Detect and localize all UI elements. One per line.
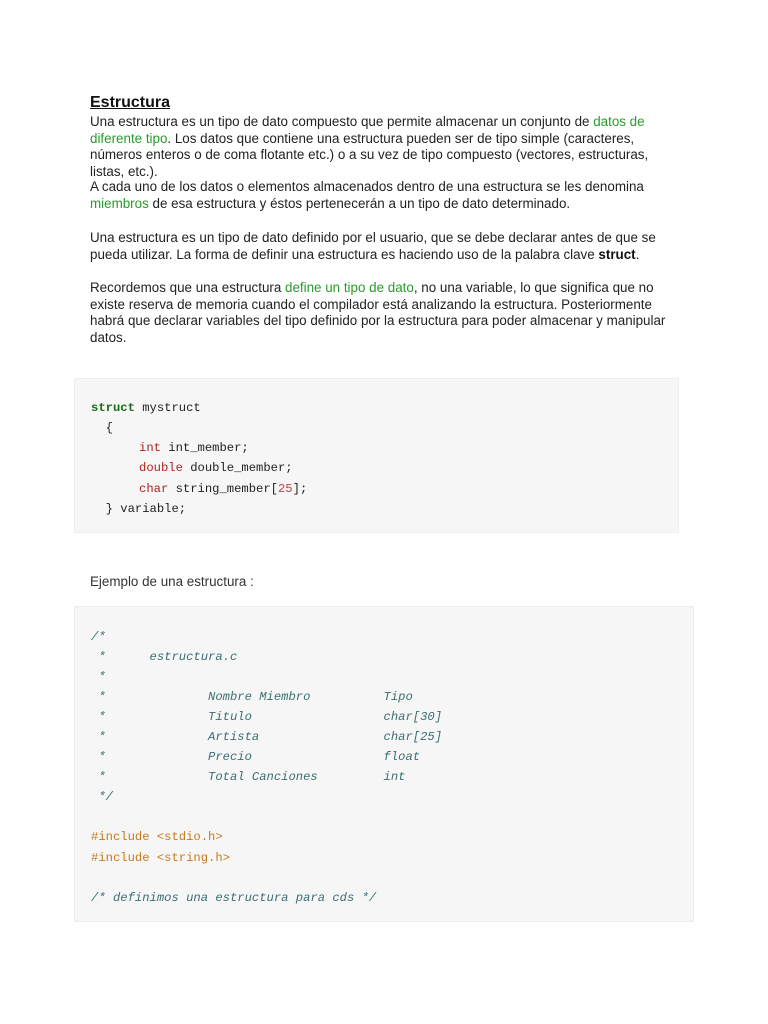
code-comment: * Total Canciones int (91, 770, 406, 784)
paragraph-text: de esa estructura y éstos pertenecerán a un tipo de dato determinado. (148, 195, 571, 211)
link-define-tipo-dato[interactable]: define un tipo de dato (285, 280, 414, 295)
code-type: int (139, 441, 161, 455)
code-line: } variable; (91, 502, 187, 516)
paragraph-text: Recordemos que una estructura (90, 280, 286, 295)
code-comment: * Nombre Miembro Tipo (91, 690, 413, 704)
paragraph-memory (90, 280, 680, 347)
paragraph-text: . Los datos que contiene una estructura pueden ser de tipo simple (caracteres, números enteros o de coma flotante etc.) o a su vez de tipo compuesto (vectores, estructuras, listas, etc.). (90, 130, 649, 180)
code-line (139, 438, 249, 458)
code-comment: * (91, 670, 106, 684)
link-datos-diferente-tipo[interactable]: datos de diferente tipo (90, 114, 645, 146)
code-type: double (139, 461, 183, 475)
paragraph-text: . (635, 246, 640, 262)
code-comment: * estructura.c (91, 650, 238, 664)
code-text: ]; (292, 482, 308, 496)
code-line (139, 458, 293, 478)
code-comment: /* definimos una estructura para cds */ (91, 891, 377, 905)
keyword-struct: struct (598, 246, 636, 262)
paragraph-text: Una estructura es un tipo de dato compuesto que permite almacenar un conjunto de (90, 114, 594, 129)
code-comment: */ (91, 790, 113, 804)
paragraph-text: A cada uno de los datos o elementos almacenados dentro de una estructura se les denomina (90, 179, 644, 194)
code-comment: * Precio float (91, 750, 421, 764)
code-text: int_member; (160, 441, 249, 455)
code-comment: * Titulo char[30] (91, 710, 443, 724)
code-number: 25 (277, 482, 293, 496)
code-text: mystruct (134, 401, 201, 415)
code-keyword: struct (91, 401, 135, 415)
paragraph-members (90, 179, 680, 212)
code-text: string_member[ (168, 482, 278, 496)
code-block-example (74, 606, 694, 922)
paragraph-text: Una estructura es un tipo de dato definido por el usuario, que se debe declarar antes de que se pueda utilizar. La forma de definir una estructura es haciendo uso de la palabra clave (90, 230, 656, 262)
code-comment: /* (91, 630, 106, 644)
paragraph-intro (90, 114, 680, 181)
code-line: { (91, 421, 113, 435)
code-type: char (139, 482, 169, 496)
example-caption: Ejemplo de una estructura : (90, 574, 254, 589)
code-comment: * Artista char[25] (91, 730, 443, 744)
code-line (139, 479, 307, 499)
code-include: #include <stdio.h> (91, 830, 223, 844)
code-text: double_member; (182, 461, 293, 475)
code-block-struct (74, 378, 679, 533)
paragraph-definition (90, 230, 680, 263)
code-include: #include <string.h> (91, 851, 230, 865)
paragraph-text: , no una variable, lo que significa que no existe reserva de memoria cuando el compilador está analizando la estructura. Posteriormente habrá que declarar variables del tipo definido por la estructura para poder almacenar y manipular datos. (90, 280, 666, 346)
code-line (91, 398, 201, 418)
link-miembros[interactable]: miembros (90, 195, 149, 211)
page-title: Estructura (90, 94, 171, 111)
